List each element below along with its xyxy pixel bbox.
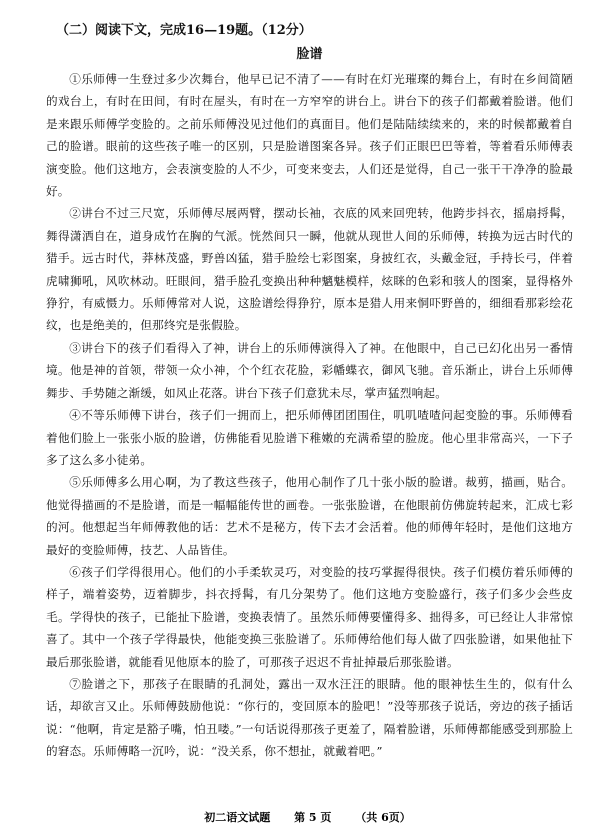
article-title: 脸谱: [296, 47, 323, 62]
page-footer: [0, 809, 615, 825]
paragraph-4: ④不等乐师傅下讲台，孩子们一拥而上，把乐师傅团团围住，叽叽喳喳问起变脸的事。乐师傅看着他们脸上一张张小版的脸谱，仿佛能看见脸谱下稚嫩的充满希望的脸庞。他心里非常高兴，一下子多了这么多小徒弟。: [46, 408, 573, 467]
footer-total-pages: （共 6页）: [355, 811, 411, 824]
footer-page-number: 第 5 页: [294, 811, 332, 824]
paragraph-7: ⑦脸谱之下，那孩子在眼睛的孔洞处，露出一双水汪汪的眼睛。他的眼神怯生生的，似有什么话，却欲言又止。乐师傅鼓励他说：“你行的，变回原本的脸吧！”没等那孩子说话，旁边的孩子插话说：“他啊，肯定是豁子嘴，怕丑喽。”一句话说得那孩子更羞了，隔着脸谱，乐师傅都能感受到那脸上的窘态。乐师傅略一沉吟，说：“没关系，你不想扯，就戴着吧。”: [46, 676, 573, 759]
footer-subject: 初二语文试题: [204, 811, 271, 824]
paragraph-1: ①乐师傅一生登过多少次舞台，他早已记不清了——有时在灯光璀璨的舞台上，有时在乡间简陋的戏台上，有时在田间，有时在屋头，有时在一方窄窄的讲台上。讲台下的孩子们都戴着脸谱。他们是来跟乐师傅学变脸的。之前乐师傅没见过他们的真面目。他们是陆陆续续来的，来的时候都戴着自己的脸谱。眼前的这些孩子唯一的区别，只是脸谱图案各异。孩子们正眼巴巴等着，等着看乐师傅表演变脸。他们这地方，会表演变脸的人不少，可变来变去，人们还是觉得，自己一张干干净净的脸最好。: [46, 72, 573, 199]
paragraph-2: ②讲台不过三尺宽，乐师傅尽展两臂，摆动长袖，衣底的风来回兜转，他跨步抖衣，摇扇捋髯，舞得潇洒自在，道身成竹在胸的气派。恍然间只一瞬，他就从现世人间的乐师傅，转换为远古时代的猎手。远古时代，莽林茂盛，野兽凶猛，猎手脸绘七彩图案，身披红衣，头戴金冠，手持长弓，伴着虎啸狮吼，风吹林动。旺眼间，猎手脸孔变换出种种魑魅模样，炫眯的色彩和骇人的图案，显得格外狰狞，有威慑力。乐师傅常对人说，这脸谱绘得狰狞，原本是猎人用来恫吓野兽的，细细看那彩绘花纹，也是绝美的，但那终究是张假脸。: [46, 206, 573, 333]
paragraph-6: ⑥孩子们学得很用心。他们的小手柔软灵巧，对变脸的技巧掌握得很快。孩子们模仿着乐师傅的样子，端着姿势，迈着脚步，抖衣捋髯，有几分架势了。他们这地方变脸盛行，孩子们多少会些皮毛。学得快的孩子，已能扯下脸谱，变换表情了。虽然乐师傅要懂得多、拙得多，可已经让人非常惊喜了。其中一个孩子学得最快，他能变换三张脸谱了。乐师傅给他们每人做了四张脸谱，如果他扯下最后那张脸谱，就能看见他原本的脸了，可那孩子迟迟不肯扯掉最后那张脸谱。: [46, 564, 573, 669]
paragraph-3: ③讲台下的孩子们看得入了神，讲台上的乐师傅演得入了神。在他眼中，自己已幻化出另一番情境。他是神的首领，带领一众小神，个个红衣花脸，彩幡蝶衣，御风飞驰。音乐渐止，讲台上乐师傅舞步、手势随之渐缓，如风止花落。讲台下孩子们意犹未尽，掌声猛烈响起。: [46, 340, 573, 400]
section-heading: （二）阅读下文，完成16—19题。（12分）: [56, 23, 312, 38]
paragraph-5: ⑤乐师傅多么用心啊，为了教这些孩子，他用心制作了几十张小版的脸谱。裁剪，描画，贴合。他觉得描画的不是脸谱，而是一幅幅能传世的画卷。一张张脸谱，在他眼前仿佛旋转起来，汇成七彩的河。他想起当年师傅教他的话：艺术不是秘方，传下去才会活着。他的师傅年轻时，是他们这地方最好的变脸师傅，技艺、人品皆佳。: [46, 475, 573, 557]
